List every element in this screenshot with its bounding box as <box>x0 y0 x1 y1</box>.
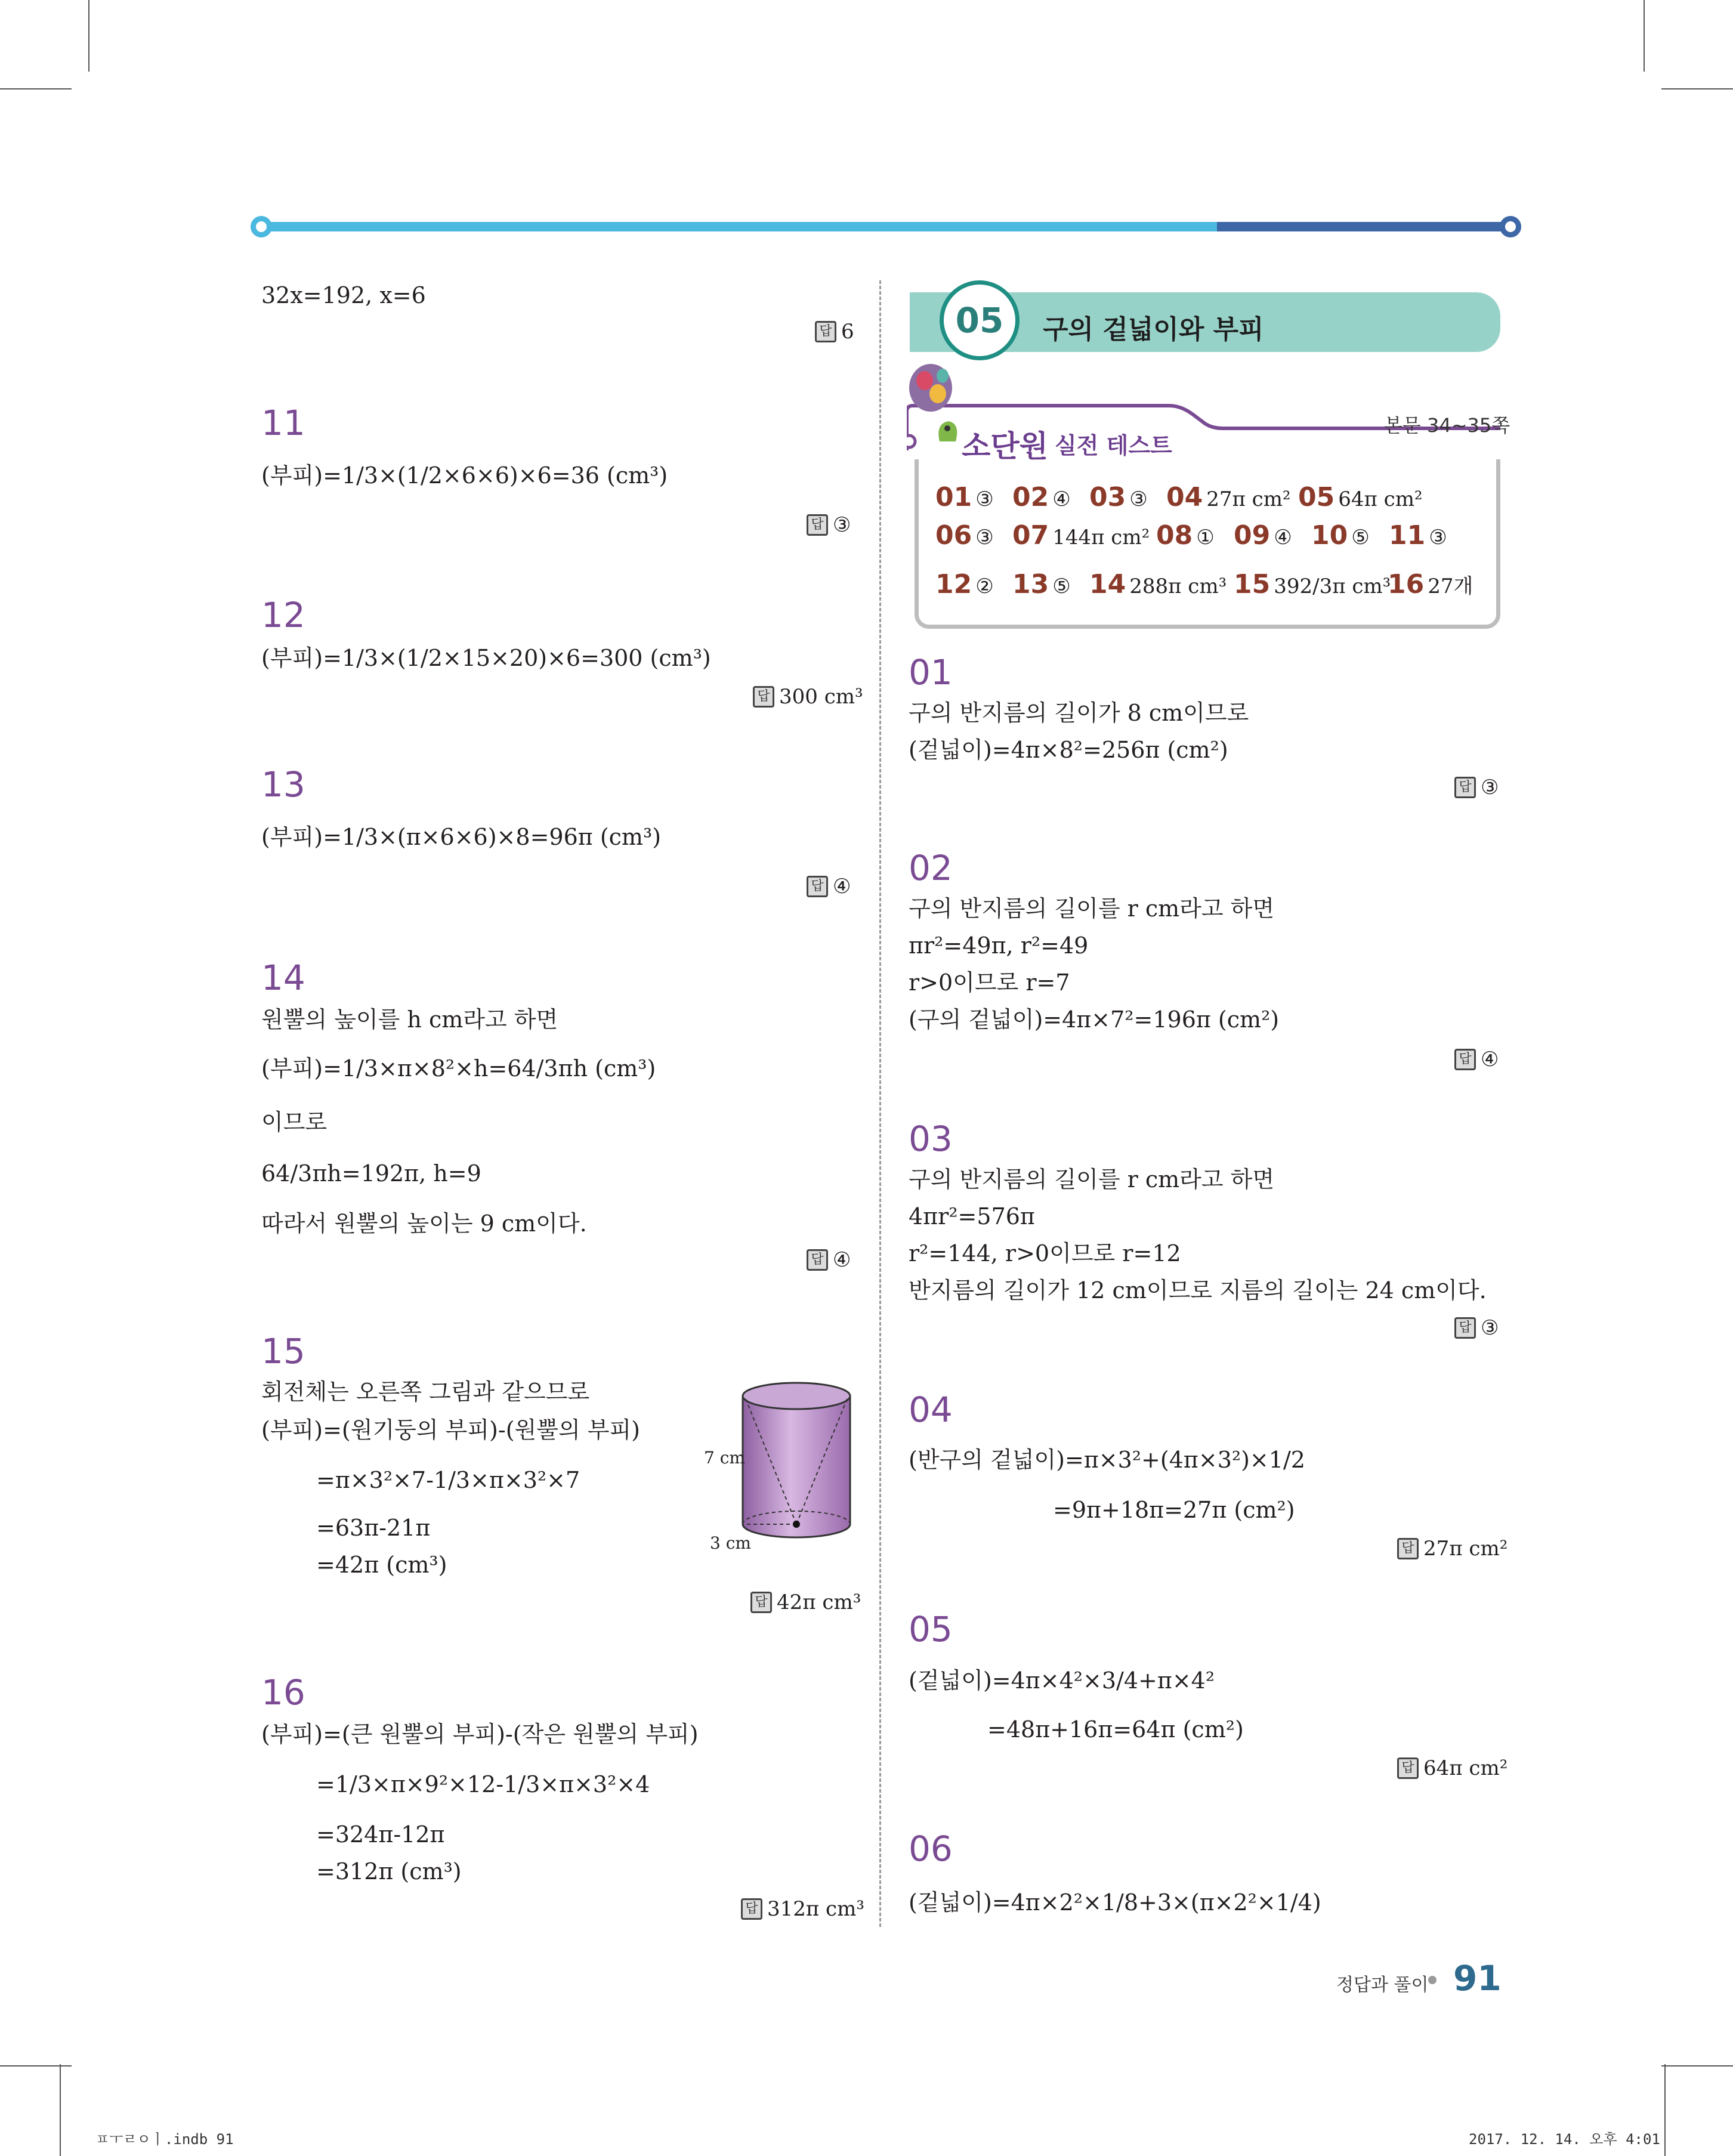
solution-line: r²=144, r>0이므로 r=12 <box>909 1240 1181 1267</box>
problem-number: 14 <box>261 957 305 998</box>
problem-number: 16 <box>261 1672 305 1713</box>
problem-number: 06 <box>909 1828 953 1869</box>
answer-icon: 답 <box>815 321 836 342</box>
crop-mark <box>1644 0 1645 72</box>
problem-number: 02 <box>909 848 953 888</box>
answer-icon: 답 <box>807 514 828 536</box>
problem-number: 01 <box>909 652 953 693</box>
solution-line: 반지름의 길이가 12 cm이므로 지름의 길이는 24 cm이다. <box>909 1277 1487 1304</box>
solution-line: (부피)=(큰 원뿔의 부피)-(작은 원뿔의 부피) <box>261 1721 699 1747</box>
bar-end-dot-left <box>251 216 272 237</box>
print-slug-left: ㅍㅜㄹㅇㅣ.indb 91 <box>95 2131 234 2148</box>
answer-icon: 답 <box>1454 777 1476 798</box>
solution-line: 32x=192, x=6 <box>261 282 426 308</box>
solution-line: 64/3πh=192π, h=9 <box>261 1160 481 1187</box>
answer-mark: 답 300 cm³ <box>753 685 863 709</box>
answer-item: 09 ④ <box>1234 520 1292 551</box>
solution-line: 이므로 <box>261 1109 328 1135</box>
solution-line: 회전체는 오른쪽 그림과 같으므로 <box>261 1379 590 1405</box>
answer-mark: 답 ③ <box>1454 776 1499 799</box>
solution-line: (반구의 겉넓이)=π×3²+(4π×3²)×1/2 <box>909 1447 1305 1473</box>
answer-icon: 답 <box>807 1249 828 1271</box>
solution-line: (부피)=1/3×(1/2×15×20)×6=300 (cm³) <box>261 645 711 671</box>
solution-line: 구의 반지름의 길이가 8 cm이므로 <box>909 700 1249 726</box>
problem-number: 03 <box>909 1119 953 1159</box>
subunit-title: 소단원 <box>962 429 1048 464</box>
solution-line: r>0이므로 r=7 <box>909 969 1070 996</box>
answer-item: 02 ④ <box>1012 482 1071 512</box>
problem-number: 13 <box>261 764 305 805</box>
footer-dot <box>1428 1976 1437 1984</box>
solution-line: =48π+16π=64π (cm²) <box>987 1716 1244 1743</box>
solution-line: (구의 겉넓이)=4π×7²=196π (cm²) <box>909 1006 1280 1033</box>
crop-mark <box>60 2064 61 2156</box>
crop-mark <box>1661 88 1733 89</box>
crop-mark <box>88 0 89 72</box>
solution-line: (겉넓이)=4π×4²×3/4+π×4² <box>909 1667 1215 1694</box>
crop-mark <box>1661 2065 1733 2067</box>
bar-segment-dark <box>1217 222 1509 231</box>
subunit-subtitle: 실전 테스트 <box>1055 433 1172 459</box>
answer-mark: 답 ④ <box>807 875 851 898</box>
problem-number: 04 <box>909 1389 953 1430</box>
problem-number: 11 <box>261 403 305 443</box>
answer-mark: 답 64π cm² <box>1397 1756 1508 1780</box>
header-decoration-bar <box>257 220 1503 234</box>
answer-mark: 답 27π cm² <box>1397 1537 1508 1561</box>
answer-mark: 답 312π cm³ <box>741 1897 864 1921</box>
solution-line: 따라서 원뿔의 높이는 9 cm이다. <box>261 1210 587 1237</box>
column-divider <box>879 280 881 1927</box>
answer-item: 06 ③ <box>935 520 994 551</box>
answer-item: 04 27π cm² <box>1166 482 1291 512</box>
solution-line: =42π (cm³) <box>316 1552 447 1578</box>
answer-icon: 답 <box>750 1592 772 1613</box>
answer-icon: 답 <box>1454 1049 1476 1070</box>
answer-mark: 답 ④ <box>1454 1048 1499 1071</box>
solution-line: =1/3×π×9²×12-1/3×π×3²×4 <box>316 1771 650 1797</box>
crop-mark <box>1664 2064 1666 2156</box>
answer-icon: 답 <box>741 1898 762 1920</box>
solution-line: πr²=49π, r²=49 <box>909 932 1089 959</box>
answer-icon: 답 <box>1397 1538 1419 1559</box>
footer-label: 정답과 풀이 <box>1336 1975 1429 1996</box>
solution-line: (부피)=1/3×(π×6×6)×8=96π (cm³) <box>261 824 662 850</box>
answer-mark: 답 ③ <box>807 513 851 537</box>
solution-line: =63π-21π <box>316 1515 431 1541</box>
answer-item: 16 27개 <box>1388 569 1473 600</box>
problem-number: 12 <box>261 595 305 635</box>
answer-item: 12 ② <box>935 569 994 600</box>
crop-mark <box>0 88 72 89</box>
bar-end-dot-right <box>1500 216 1521 237</box>
solution-line: 원뿔의 높이를 h cm라고 하면 <box>261 1006 558 1033</box>
answer-mark: 답 6 <box>815 320 854 344</box>
solution-line: =9π+18π=27π (cm²) <box>1053 1497 1295 1523</box>
answer-item: 10 ⑤ <box>1311 520 1370 551</box>
answer-icon: 답 <box>753 686 774 708</box>
answer-item: 11 ③ <box>1389 520 1447 551</box>
answer-item: 07 144π cm² <box>1012 520 1150 551</box>
solution-line: =π×3²×7-1/3×π×3²×7 <box>316 1467 580 1493</box>
page-reference: 본문 34~35쪽 <box>1384 414 1510 437</box>
answer-icon: 답 <box>1397 1757 1419 1779</box>
cylinder-figure <box>698 1372 859 1563</box>
section-number: 05 <box>940 280 1020 360</box>
solution-line: (겉넓이)=4π×2²×1/8+3×(π×2²×1/4) <box>909 1889 1321 1916</box>
solution-line: 4πr²=576π <box>909 1203 1035 1230</box>
print-slug-right: 2017. 12. 14. 오후 4:01 <box>1469 2131 1660 2148</box>
solution-line: (부피)=1/3×π×8²×h=64/3πh (cm³) <box>261 1055 656 1082</box>
answer-icon: 답 <box>1454 1317 1476 1339</box>
answer-icon: 답 <box>807 876 828 897</box>
section-title: 구의 겉넓이와 부피 <box>1043 314 1264 345</box>
solution-line: 구의 반지름의 길이를 r cm라고 하면 <box>909 895 1275 922</box>
answer-item: 05 64π cm² <box>1298 482 1423 512</box>
answer-item: 13 ⑤ <box>1012 569 1071 600</box>
answer-item: 08 ① <box>1156 520 1215 551</box>
answer-item: 01 ③ <box>935 482 994 512</box>
solution-line: (부피)=1/3×(1/2×6×6)×6=36 (cm³) <box>261 462 668 489</box>
solution-line: =312π (cm³) <box>316 1858 462 1885</box>
height-label: 7 cm <box>704 1448 745 1468</box>
solution-line: 구의 반지름의 길이를 r cm라고 하면 <box>909 1166 1275 1193</box>
bar-segment-light <box>257 222 1223 231</box>
solution-line: =324π-12π <box>316 1821 445 1848</box>
page-number: 91 <box>1453 1958 1502 1999</box>
answer-mark: 답 ③ <box>1454 1316 1499 1340</box>
answer-item: 14 288π cm³ <box>1089 569 1227 600</box>
solution-line: (겉넓이)=4π×8²=256π (cm²) <box>909 737 1228 763</box>
answer-mark: 답 42π cm³ <box>750 1590 861 1614</box>
solution-line: (부피)=(원기둥의 부피)-(원뿔의 부피) <box>261 1417 640 1443</box>
radius-label: 3 cm <box>710 1533 751 1553</box>
answer-mark: 답 ④ <box>807 1248 851 1272</box>
answer-item: 03 ③ <box>1089 482 1148 512</box>
crop-mark <box>0 2065 72 2067</box>
problem-number: 15 <box>261 1331 305 1372</box>
problem-number: 05 <box>909 1609 953 1650</box>
answer-item: 15 392/3π cm³ <box>1234 569 1391 600</box>
